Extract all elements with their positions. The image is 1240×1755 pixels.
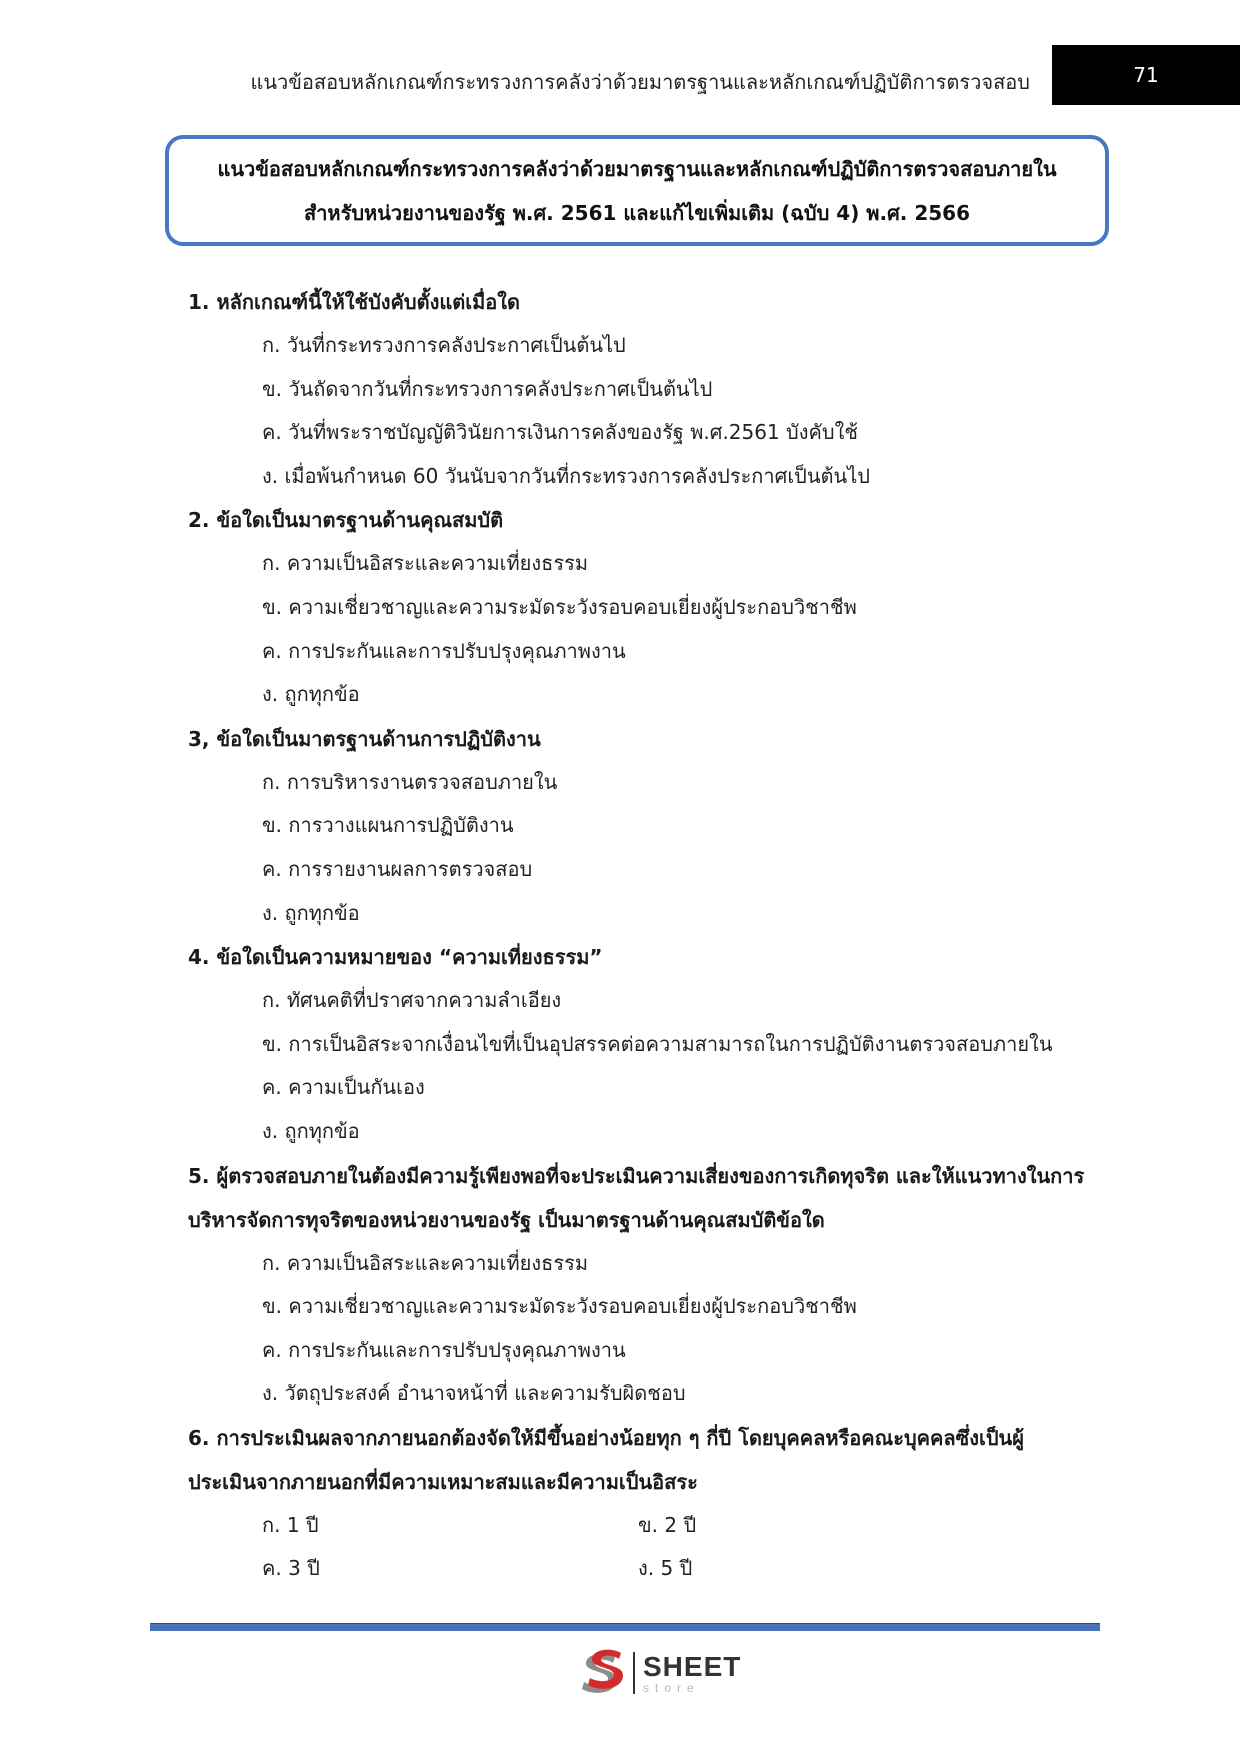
- sheet-store-logo: [575, 1648, 741, 1698]
- option-a: ก. ความเป็นอิสระและความเที่ยงธรรม: [262, 551, 589, 576]
- logo-sub: store: [643, 1680, 700, 1695]
- question-1: [0, 280, 1240, 498]
- footer-rule: [150, 1623, 1100, 1631]
- question-6: [0, 1416, 1240, 1591]
- option-a: ก. การบริหารงานตรวจสอบภายใน: [262, 769, 558, 794]
- option-a: ก. 1 ปี: [262, 1512, 319, 1537]
- question-list: [0, 280, 1240, 1591]
- question-text: 6. การประเมินผลจากภายนอกต้องจัดให้มีขึ้นอย่างน้อยทุก ๆ กี่ปี โดยบุคคลหรือคณะบุคคลซึ่งเป็นผู้ประเมินจากภายนอกที่มีความเหมาะสมและมีความเป็นอิสระ: [188, 1425, 1024, 1494]
- running-header: แนวข้อสอบหลักเกณฑ์กระทรวงการคลังว่าด้วยมาตรฐานและหลักเกณฑ์ปฏิบัติการตรวจสอบ: [250, 70, 1030, 94]
- option-d: ง. ถูกทุกข้อ: [262, 682, 360, 707]
- page-number-tab: [1052, 45, 1240, 105]
- logo-separator: [633, 1652, 635, 1694]
- option-b: ข. วันถัดจากวันที่กระทรวงการคลังประกาศเป็นต้นไป: [262, 376, 713, 401]
- option-d: ง. ถูกทุกข้อ: [262, 1118, 360, 1143]
- option-c: ค. วันที่พระราชบัญญัติวินัยการเงินการคลังของรัฐ พ.ศ.2561 บังคับใช้: [262, 420, 858, 445]
- option-b: ข. การเป็นอิสระจากเงื่อนไขที่เป็นอุปสรรคต่อความสามารถในการปฏิบัติงานตรวจสอบภายใน: [262, 1031, 1053, 1056]
- option-d: ง. ถูกทุกข้อ: [262, 900, 360, 925]
- option-b: ข. การวางแผนการปฏิบัติงาน: [262, 813, 514, 838]
- option-d: ง. เมื่อพ้นกำหนด 60 วันนับจากวันที่กระทรวงการคลังประกาศเป็นต้นไป: [262, 463, 870, 488]
- question-3: [0, 717, 1240, 935]
- title-line-2: สำหรับหน่วยงานของรัฐ พ.ศ. 2561 และแก้ไขเพิ่มเติม (ฉบับ 4) พ.ศ. 2566: [303, 200, 970, 225]
- option-a: ก. วันที่กระทรวงการคลังประกาศเป็นต้นไป: [262, 333, 626, 357]
- title-box: [165, 135, 1109, 246]
- page-number: 71: [1133, 63, 1159, 87]
- question-text: 1. หลักเกณฑ์นี้ให้ใช้บังคับตั้งแต่เมื่อใด: [188, 290, 521, 314]
- question-text: 5. ผู้ตรวจสอบภายในต้องมีความรู้เพียงพอที่จะประเมินความเสี่ยงของการเกิดทุจริต และให้แนวทางในการบริหารจัดการทุจริตของหน่วยงานของรัฐ เป็นมาตรฐานด้านคุณสมบัติข้อใด: [188, 1163, 1085, 1232]
- option-c: ค. การประกันและการปรับปรุงคุณภาพงาน: [262, 1337, 626, 1362]
- logo-word: SHEET: [643, 1650, 742, 1682]
- question-5: [0, 1154, 1240, 1416]
- question-text: 4. ข้อใดเป็นความหมายของ “ความเที่ยงธรรม”: [188, 945, 603, 970]
- question-4: [0, 935, 1240, 1153]
- option-c: ค. การรายงานผลการตรวจสอบ: [262, 856, 533, 881]
- option-b: ข. ความเชี่ยวชาญและความระมัดระวังรอบคอบเยี่ยงผู้ประกอบวิชาชีพ: [262, 1294, 857, 1319]
- option-c: ค. การประกันและการปรับปรุงคุณภาพงาน: [262, 638, 626, 663]
- sheet-s-logo-icon: [575, 1648, 627, 1698]
- option-c: ค. 3 ปี: [262, 1556, 320, 1581]
- option-b: ข. 2 ปี: [638, 1512, 697, 1537]
- option-a: ก. ทัศนคติที่ปราศจากความลำเอียง: [262, 988, 562, 1013]
- option-c: ค. ความเป็นกันเอง: [262, 1075, 425, 1100]
- option-b: ข. ความเชี่ยวชาญและความระมัดระวังรอบคอบเยี่ยงผู้ประกอบวิชาชีพ: [262, 594, 857, 619]
- option-d: ง. วัตถุประสงค์ อำนาจหน้าที่ และความรับผิดชอบ: [262, 1381, 686, 1406]
- question-text: 3, ข้อใดเป็นมาตรฐานด้านการปฏิบัติงาน: [188, 726, 541, 751]
- option-d: ง. 5 ปี: [638, 1556, 693, 1581]
- option-grid: [262, 1504, 1240, 1591]
- question-text: 2. ข้อใดเป็นมาตรฐานด้านคุณสมบัติ: [188, 508, 504, 533]
- question-2: [0, 498, 1240, 716]
- logo-text: [643, 1650, 742, 1695]
- option-a: ก. ความเป็นอิสระและความเที่ยงธรรม: [262, 1250, 589, 1275]
- title-line-1: แนวข้อสอบหลักเกณฑ์กระทรวงการคลังว่าด้วยมาตรฐานและหลักเกณฑ์ปฏิบัติการตรวจสอบภายใน: [217, 156, 1057, 181]
